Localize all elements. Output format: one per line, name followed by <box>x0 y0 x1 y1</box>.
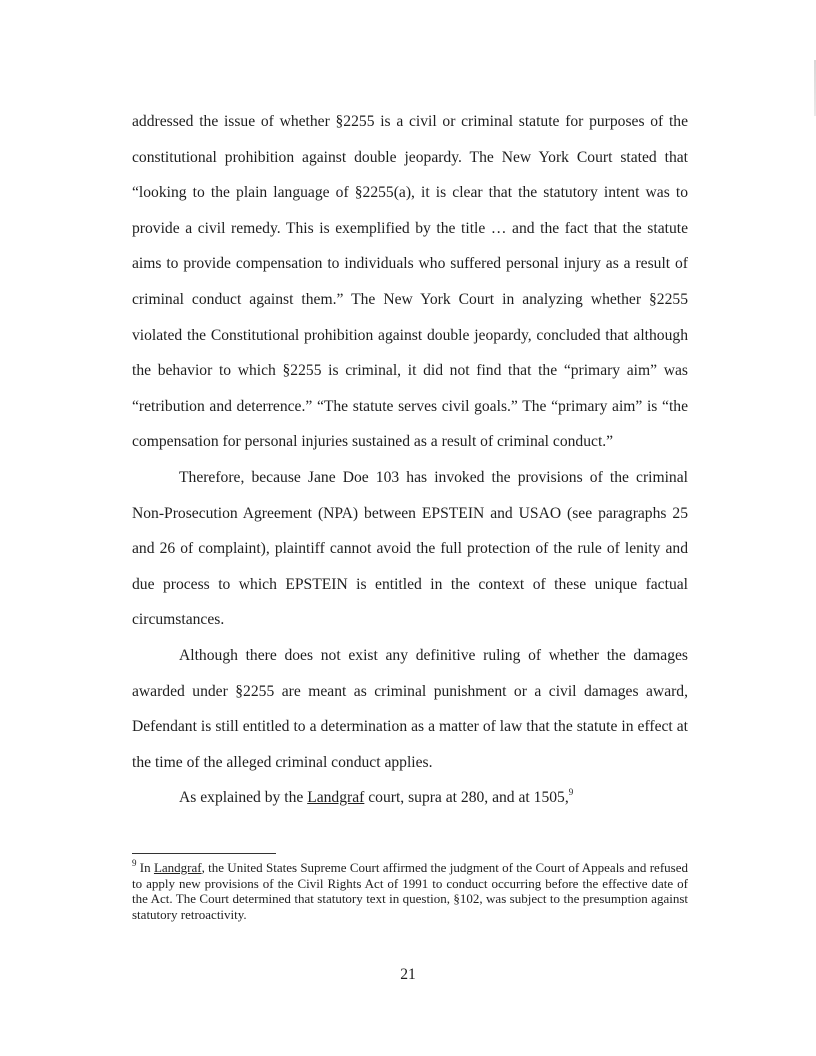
footnote-9 <box>132 857 688 922</box>
footnote-marker: 9 <box>132 857 137 868</box>
paragraph-4 <box>132 780 688 816</box>
footnote-reference: 9 <box>568 787 574 798</box>
footnote-text-a: In <box>136 860 154 875</box>
paragraph-4-text-b: court, supra at 280, and at 1505, <box>364 789 569 807</box>
body-text <box>132 104 688 816</box>
footnote-citation-landgraf: Landgraf <box>153 860 202 875</box>
page-number: 21 <box>400 966 416 983</box>
footnote-divider <box>132 853 276 854</box>
paragraph-4-text-a: As explained by the <box>179 789 308 807</box>
footnotes <box>132 857 688 922</box>
paragraph-3 <box>132 638 688 780</box>
paragraph-1-text: addressed the issue of whether §2255 is a civil or criminal statute for purposes of the constitutional prohibition against double jeopardy. The New York Court stated that “looking to the plain language of §2255(a), it is clear that the statutory intent was to provide a civil remedy. This is exemplified by the title … and the fact that the statute aims to provide compensation to individuals who suffered personal injury as a result of criminal conduct against them.” The New York Court in analyzing whether §2255 violated the Constitutional prohibition against double jeopardy, concluded that although the behavior to which §2255 is criminal, it did not find that the “primary aim” was “retribution and deterrence.” “The statute serves civil goals.” The “primary aim” is “the compensation for personal injuries sustained as a result of criminal conduct.” <box>132 113 688 451</box>
paragraph-3-text: Although there does not exist any definitive ruling of whether the damages awarded under §2255 are meant as criminal punishment or a civil damages award, Defendant is still entitled to a determination as a matter of law that the statute in effect at the time of the alleged criminal conduct applies. <box>132 646 688 771</box>
footnote-text-b: , the United States Supreme Court affirmed the judgment of the Court of Appeals and refused to apply new provisions of the Civil Rights Act of 1991 to conduct occurring before the effective date of the Act. The Court determined that statutory text in question, §102, was subject to the presumption against statutory retroactivity. <box>132 860 688 922</box>
paragraph-2-text: Therefore, because Jane Doe 103 has invoked the provisions of the criminal Non-Prosecution Agreement (NPA) between EPSTEIN and USAO (see paragraphs 25 and 26 of complaint), plaintiff cannot avoid the full protection of the rule of lenity and due process to which EPSTEIN is entitled in the context of these unique factual circumstances. <box>132 468 688 629</box>
case-citation-landgraf: Landgraf <box>307 789 365 807</box>
paragraph-1 <box>132 104 688 460</box>
paragraph-2 <box>132 460 688 638</box>
